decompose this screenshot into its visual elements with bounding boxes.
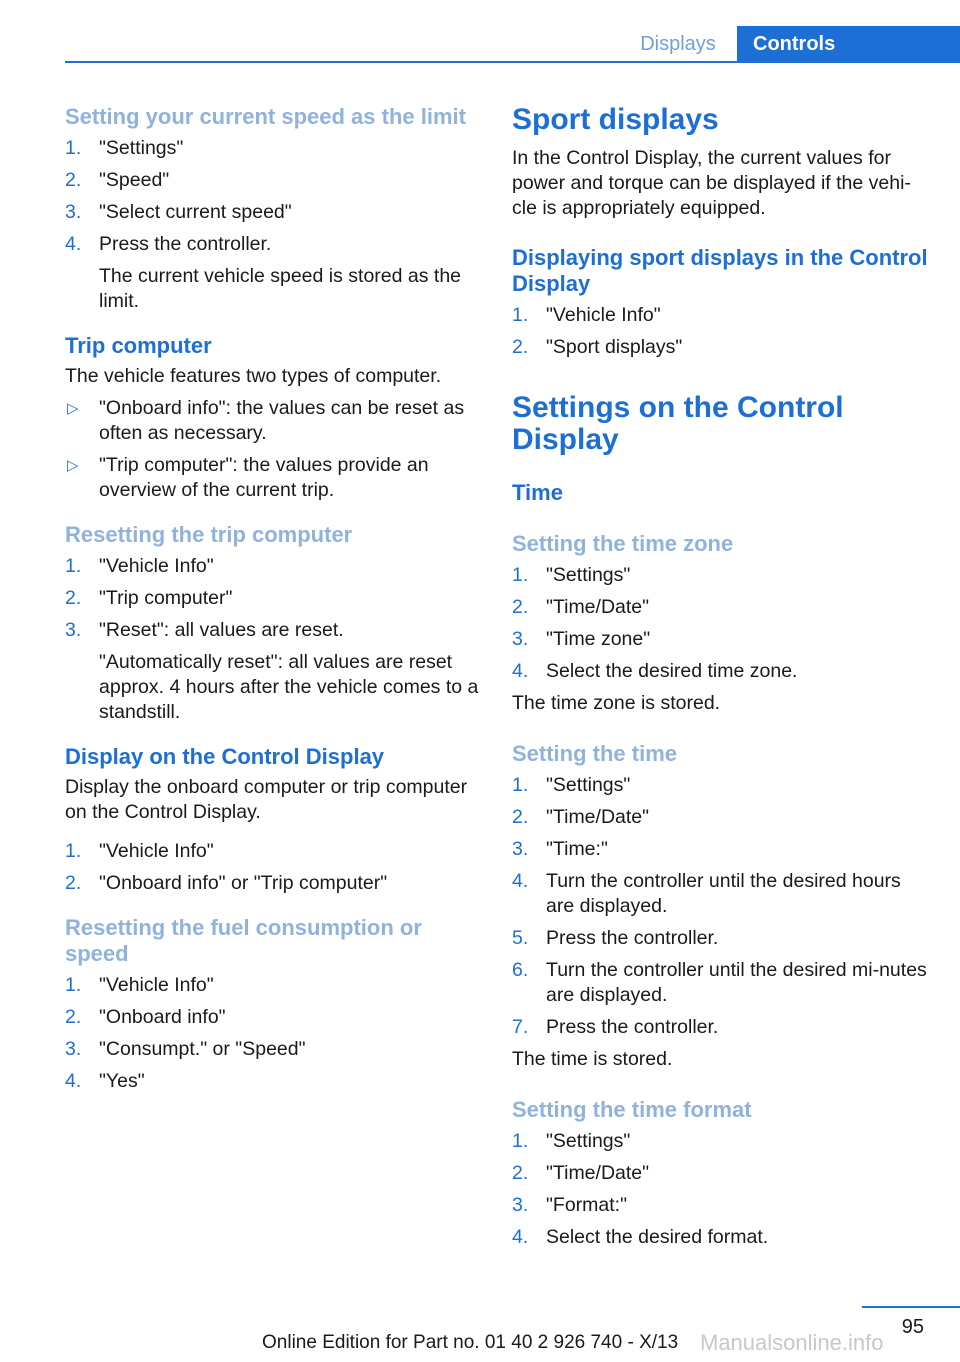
heading-set-time: Setting the time bbox=[512, 741, 678, 766]
section-tab-displays: Displays bbox=[640, 33, 716, 55]
left-column bbox=[65, 100, 485, 1101]
list-item: 1. "Settings" bbox=[512, 774, 631, 796]
list-item: 1. "Vehicle Info" bbox=[65, 840, 214, 862]
list-speed-limit bbox=[65, 136, 485, 314]
display-control-display-intro: Display the onboard computer or trip computer on the Control Display. bbox=[65, 776, 468, 823]
list-item: 3. "Time zone" bbox=[512, 628, 651, 650]
heading-settings-control-display: Settings on the Control Display bbox=[512, 391, 844, 456]
list-item: ▷ "Trip computer": the values provide an overview of the current trip. bbox=[67, 454, 429, 501]
list-sport-control-display bbox=[512, 303, 932, 360]
list-item: 6. Turn the controller until the desired mi-nutes are displayed. bbox=[512, 959, 927, 1006]
heading-sport-displays: Sport displays bbox=[512, 103, 719, 136]
edition-line: Online Edition for Part no. 01 40 2 926 740 - X/13 bbox=[262, 1332, 679, 1353]
page-header bbox=[0, 0, 960, 64]
set-time-outro: The time is stored. bbox=[512, 1048, 673, 1070]
list-item: 3. "Time:" bbox=[512, 838, 608, 860]
page-number: 95 bbox=[901, 1316, 924, 1338]
list-item: 2. "Onboard info" or "Trip computer" bbox=[65, 872, 388, 894]
list-time-zone bbox=[512, 563, 932, 684]
footer-rule bbox=[862, 1306, 960, 1308]
heading-speed-limit: Setting your current speed as the limit bbox=[65, 104, 466, 129]
list-item: 5. Press the controller. bbox=[512, 927, 719, 949]
list-item: 1. "Settings" bbox=[65, 137, 184, 159]
triangle-bullet-icon: ▷ bbox=[67, 400, 79, 417]
list-item: 3. "Format:" bbox=[512, 1194, 628, 1216]
list-item: 3. "Select current speed" bbox=[65, 201, 292, 223]
heading-display-control-display: Display on the Control Display bbox=[65, 744, 385, 769]
list-item: 2. "Time/Date" bbox=[512, 1162, 650, 1184]
list-reset-trip bbox=[65, 554, 485, 725]
heading-sport-control-display: Displaying sport displays in the Control Display bbox=[512, 245, 928, 296]
heading-trip-computer: Trip computer bbox=[65, 333, 212, 358]
list-item: 2. "Trip computer" bbox=[65, 587, 233, 609]
sport-displays-intro: In the Control Display, the current values for power and torque can be displayed if the vehi-cle is appropriately equipped. bbox=[512, 147, 911, 219]
list-item: 1. "Settings" bbox=[512, 1130, 631, 1152]
header-rule bbox=[65, 61, 960, 63]
right-column bbox=[512, 100, 932, 1257]
list-item: 2. "Time/Date" bbox=[512, 596, 650, 618]
list-item: 1. "Vehicle Info" bbox=[512, 304, 661, 326]
heading-time: Time bbox=[512, 480, 563, 505]
list-item: 2. "Time/Date" bbox=[512, 806, 650, 828]
list-item: 1. "Vehicle Info" bbox=[65, 555, 214, 577]
list-item: 4. Press the controller. The current vehicle speed is stored as the limit. bbox=[65, 233, 462, 312]
list-item: 4. "Yes" bbox=[65, 1070, 145, 1092]
list-item: 4. Select the desired time zone. bbox=[512, 660, 798, 682]
list-item: ▷ "Onboard info": the values can be reset as often as necessary. bbox=[67, 397, 465, 444]
list-item: 2. "Sport displays" bbox=[512, 336, 683, 358]
list-item: 1. "Vehicle Info" bbox=[65, 974, 214, 996]
list-item: 3. "Consumpt." or "Speed" bbox=[65, 1038, 306, 1060]
watermark: Manualsonline.info bbox=[700, 1330, 884, 1355]
list-item: 2. "Onboard info" bbox=[65, 1006, 226, 1028]
list-reset-fuel bbox=[65, 973, 485, 1094]
list-item: 7. Press the controller. bbox=[512, 1016, 719, 1038]
time-zone-outro: The time zone is stored. bbox=[512, 692, 721, 714]
list-trip-computer bbox=[65, 396, 485, 503]
heading-reset-fuel: Resetting the fuel consumption or speed bbox=[65, 915, 422, 966]
list-item: 4. Turn the controller until the desired hours are displayed. bbox=[512, 870, 901, 917]
triangle-bullet-icon: ▷ bbox=[67, 457, 79, 474]
heading-time-format: Setting the time format bbox=[512, 1097, 752, 1122]
trip-computer-intro: The vehicle features two types of computer. bbox=[65, 365, 442, 387]
list-item: 1. "Settings" bbox=[512, 564, 631, 586]
heading-time-zone: Setting the time zone bbox=[512, 531, 734, 556]
list-display-control-display bbox=[65, 839, 485, 896]
heading-reset-trip: Resetting the trip computer bbox=[65, 522, 353, 547]
list-item: 2. "Speed" bbox=[65, 169, 170, 191]
list-item: 4. Select the desired format. bbox=[512, 1226, 769, 1248]
list-set-time bbox=[512, 773, 932, 1040]
list-item: 3. "Reset": all values are reset. "Automatically reset": all values are reset approx. 4 hours after the vehicle comes to a standstill. bbox=[65, 619, 479, 723]
list-time-format bbox=[512, 1129, 932, 1250]
section-tab-controls: Controls bbox=[737, 26, 960, 62]
